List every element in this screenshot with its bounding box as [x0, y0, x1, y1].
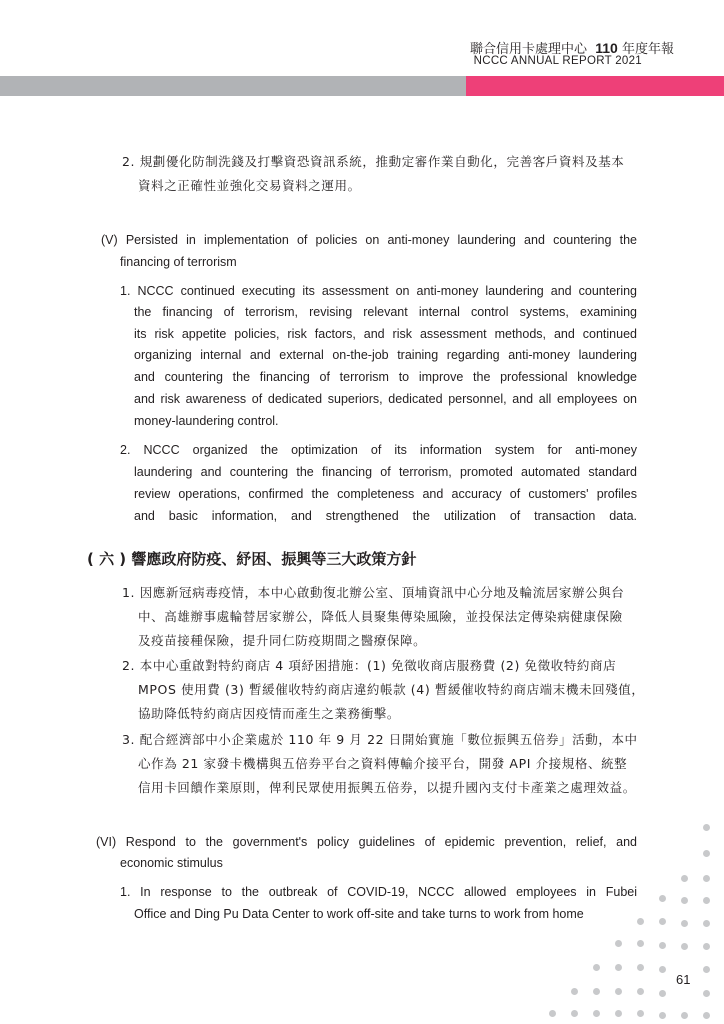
dot	[659, 966, 666, 973]
zh-item-6-1-line-1: 1. 因應新冠病毒疫情，本中心啟動復北辦公室、頂埔資訊中心分地及輪流居家辦公與台	[122, 585, 625, 600]
dot	[615, 1010, 622, 1017]
dot	[681, 875, 688, 882]
header-gray-bar	[0, 76, 466, 96]
dot	[571, 1010, 578, 1017]
dot	[593, 988, 600, 995]
dot	[659, 1012, 666, 1019]
dot	[615, 988, 622, 995]
en-heading-6-line-1: (VI) Respond to the government's policy guidelines of epidemic prevention, relief, and	[96, 835, 637, 849]
dot	[681, 897, 688, 904]
dot	[659, 990, 666, 997]
en-item-5-2-line-4: and basic information, and strengthened the utilization of transaction data.	[134, 509, 637, 523]
zh-heading-6: ( 六 ) 響應政府防疫、紓困、振興等三大政策方針	[87, 550, 417, 568]
page-number: 61	[676, 972, 691, 987]
en-heading-6-line-2: economic stimulus	[120, 856, 223, 870]
en-item-5-2-line-1: 2. NCCC organized the optimization of its information system for anti-money	[120, 443, 637, 457]
dot	[703, 875, 710, 882]
en-heading-5-line-2: financing of terrorism	[120, 255, 237, 269]
dot	[659, 918, 666, 925]
dot	[681, 1012, 688, 1019]
zh-item-6-1-line-3: 及疫苗接種保險，提升同仁防疫期間之醫療保障。	[138, 633, 427, 648]
dot	[637, 918, 644, 925]
dot	[659, 942, 666, 949]
dot	[593, 964, 600, 971]
dot	[615, 940, 622, 947]
dot	[703, 824, 710, 831]
dot	[703, 920, 710, 927]
dot	[703, 850, 710, 857]
header-org-name: 聯合信用卡處理中心	[469, 42, 587, 57]
header-year: 110	[595, 40, 618, 56]
header-report-label: 年度年報	[621, 42, 674, 57]
en-item-5-2-line-3: review operations, confirmed the completeness and accuracy of customers' profiles	[134, 487, 637, 501]
dot	[703, 990, 710, 997]
en-item-6-1-line-2: Office and Ding Pu Data Center to work off-site and take turns to work from home	[134, 907, 584, 921]
dot	[593, 1010, 600, 1017]
dot	[637, 940, 644, 947]
dot	[703, 943, 710, 950]
dot	[703, 1012, 710, 1019]
en-item-5-1-line-2: the financing of terrorism, revising relevant internal control systems, examining	[134, 305, 637, 319]
dot	[681, 943, 688, 950]
dot	[703, 966, 710, 973]
en-item-5-2-line-2: laundering and countering the financing of terrorism, promoted automated standard	[134, 465, 637, 479]
dot	[637, 1010, 644, 1017]
zh-item-5-2-line-2: 資料之正確性並強化交易資料之運用。	[138, 178, 361, 193]
report-header-english: NCCC ANNUAL REPORT 2021	[473, 55, 642, 67]
en-item-5-1-line-5: and countering the financing of terrorism to improve the professional knowledge	[134, 370, 637, 384]
dot	[549, 1010, 556, 1017]
zh-item-6-2-line-1: 2. 本中心重啟對特約商店 4 項紓困措施：(1) 免徵收商店服務費 (2) 免徵收特約商店	[122, 658, 617, 673]
zh-item-6-3-line-2: 心作為 21 家發卡機構與五倍券平台之資料傳輸介接平台，開發 API 介接規格、統整	[138, 756, 628, 771]
zh-item-5-2-line-1: 2. 規劃優化防制洗錢及打擊資恐資訊系統，推動定審作業自動化，完善客戶資料及基本	[122, 154, 625, 169]
zh-item-6-3-line-3: 信用卡回饋作業原則，俾利民眾使用振興五倍券，以提升國內支付卡產業之處理效益。	[138, 780, 636, 795]
dot	[637, 988, 644, 995]
en-item-5-1-line-1: 1. NCCC continued executing its assessment on anti-money laundering and countering	[120, 284, 637, 298]
dot	[615, 964, 622, 971]
dot	[703, 897, 710, 904]
header-pink-bar	[466, 76, 724, 96]
en-item-5-1-line-7: money-laundering control.	[134, 414, 279, 428]
zh-item-6-3-line-1: 3. 配合經濟部中小企業處於 110 年 9 月 22 日開始實施「數位振興五倍券」活動，本中	[122, 732, 638, 747]
dot	[659, 895, 666, 902]
en-item-6-1-line-1: 1. In response to the outbreak of COVID-19, NCCC allowed employees in Fubei	[120, 885, 637, 899]
dot	[681, 920, 688, 927]
zh-item-6-1-line-2: 中、高雄辦事處輪替居家辦公，降低人員聚集傳染風險，並投保法定傳染病健康保險	[138, 609, 623, 624]
en-item-5-1-line-4: organizing internal and external on-the-job training regarding anti-money laundering	[134, 348, 637, 362]
dot	[571, 988, 578, 995]
en-heading-5-line-1: (V) Persisted in implementation of policies on anti-money laundering and countering the	[101, 233, 637, 247]
zh-item-6-2-line-3: 協助降低特約商店因疫情而產生之業務衝擊。	[138, 706, 401, 721]
zh-item-6-2-line-2: MPOS 使用費 (3) 暫緩催收特約商店違約帳款 (4) 暫緩催收特約商店端末機未回殘值，	[138, 682, 645, 697]
dot	[637, 964, 644, 971]
en-item-5-1-line-6: and risk awareness of dedicated superiors, dedicated personnel, and all employees on	[134, 392, 637, 406]
en-item-5-1-line-3: its risk appetite policies, risk factors, and risk assessment methods, and continued	[134, 327, 637, 341]
